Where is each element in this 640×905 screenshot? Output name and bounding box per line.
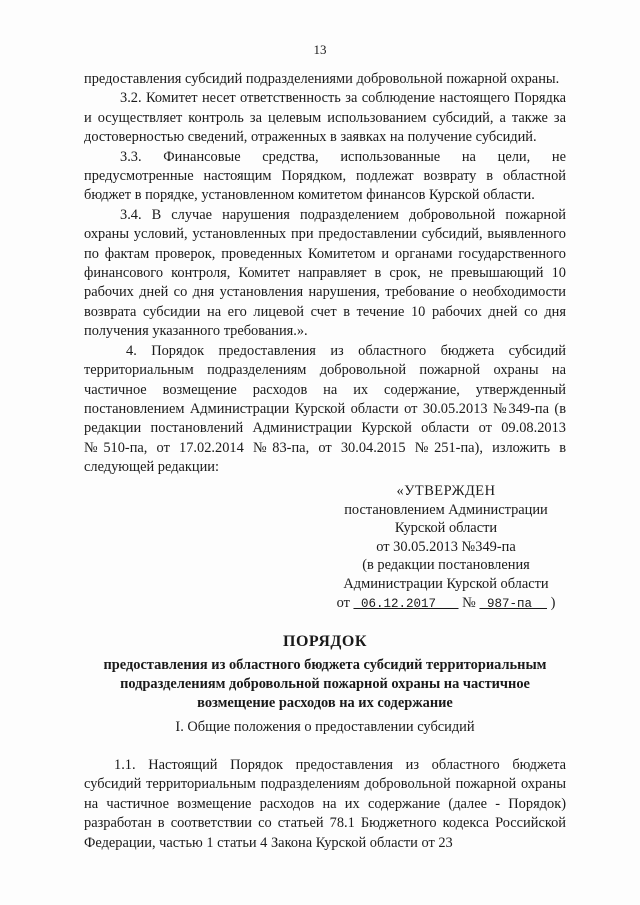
section-title: I. Общие положения о предоставлении субсидий — [175, 719, 475, 735]
approval-date-line — [330, 594, 562, 614]
approval-line: Курской области — [394, 520, 498, 537]
approval-line: от 30.05.2013 №349-па — [376, 538, 516, 555]
number-prefix: № — [462, 594, 476, 611]
approval-number: 987-па — [486, 596, 532, 611]
approval-date: 06.12.2017 — [360, 596, 436, 611]
paragraph-3-2: 3.2. Комитет несет ответственность за соблюдение настоящего Порядка и осуществляет контроль за целевым использованием субсидий, а также за достоверностью сведений, отраженных в заявках на получение субсидий. — [84, 90, 566, 146]
document-heading — [84, 632, 566, 713]
section-body — [84, 756, 566, 853]
paragraph-continuation: предоставления субсидий подразделениями добровольной пожарной охраны. — [84, 71, 560, 87]
date-prefix: от — [336, 594, 350, 611]
approval-line: (в редакции постановления — [362, 557, 530, 574]
paragraph-4: 4. Порядок предоставления из областного бюджета субсидий территориальным подразделениям добровольной пожарной охраны на частичное возмещение расходов на их содержание, утвержденный постановлением Администрации Курской области от 30.05.2013 №349-па (в редакции постановлений Администрации Курской области от 09.08.2013 №510-па, от 17.02.2014 №83-па, от 30.04.2015 №251-па), изложить в следующей редакции: — [84, 342, 566, 476]
body-text — [84, 70, 566, 478]
paragraph-1-1: 1.1. Настоящий Порядок предоставления из областного бюджета субсидий территориальным подразделениям добровольной пожарной охраны на частичное возмещение расходов на их содержание (далее - Порядок) разработан в соответствии со статьей 78.1 Бюджетного кодекса Российской Федерации, частью 1 статьи 4 Закона Курской области от 23 — [84, 757, 566, 851]
paragraph-3-4: 3.4. В случае нарушения подразделением добровольной пожарной охраны условий, установленных при предоставлении субсидий, выявленного по фактам проверок, проведенных Комитетом и органами государственного финансового контроля, Комитет направляет в срок, не превышающий 10 рабочих дней со дня установления нарушения, требование о необходимости возврата субсидии на его лицевой счет в течение 10 рабочих дней со дня получения указанного требования.». — [84, 206, 566, 340]
approval-block — [330, 482, 562, 613]
approval-line: Администрации Курской области — [343, 575, 549, 592]
heading-subtitle: предоставления из областного бюджета субсидий территориальным подразделениям добровольной пожарной охраны на частичное возмещение расходов на их содержание — [103, 657, 547, 711]
paragraph-3-3: 3.3. Финансовые средства, использованные на цели, не предусмотренные настоящим Порядком, подлежат возврату в областной бюджет в порядке, установленном комитетом финансов Курской области. — [84, 148, 566, 204]
closing-paren: ) — [550, 594, 556, 611]
approval-title: «УТВЕРЖДЕН — [396, 483, 496, 499]
heading-title: ПОРЯДОК — [283, 633, 367, 650]
approval-line: постановлением Администрации — [344, 501, 548, 518]
page-number: 13 — [313, 42, 327, 57]
